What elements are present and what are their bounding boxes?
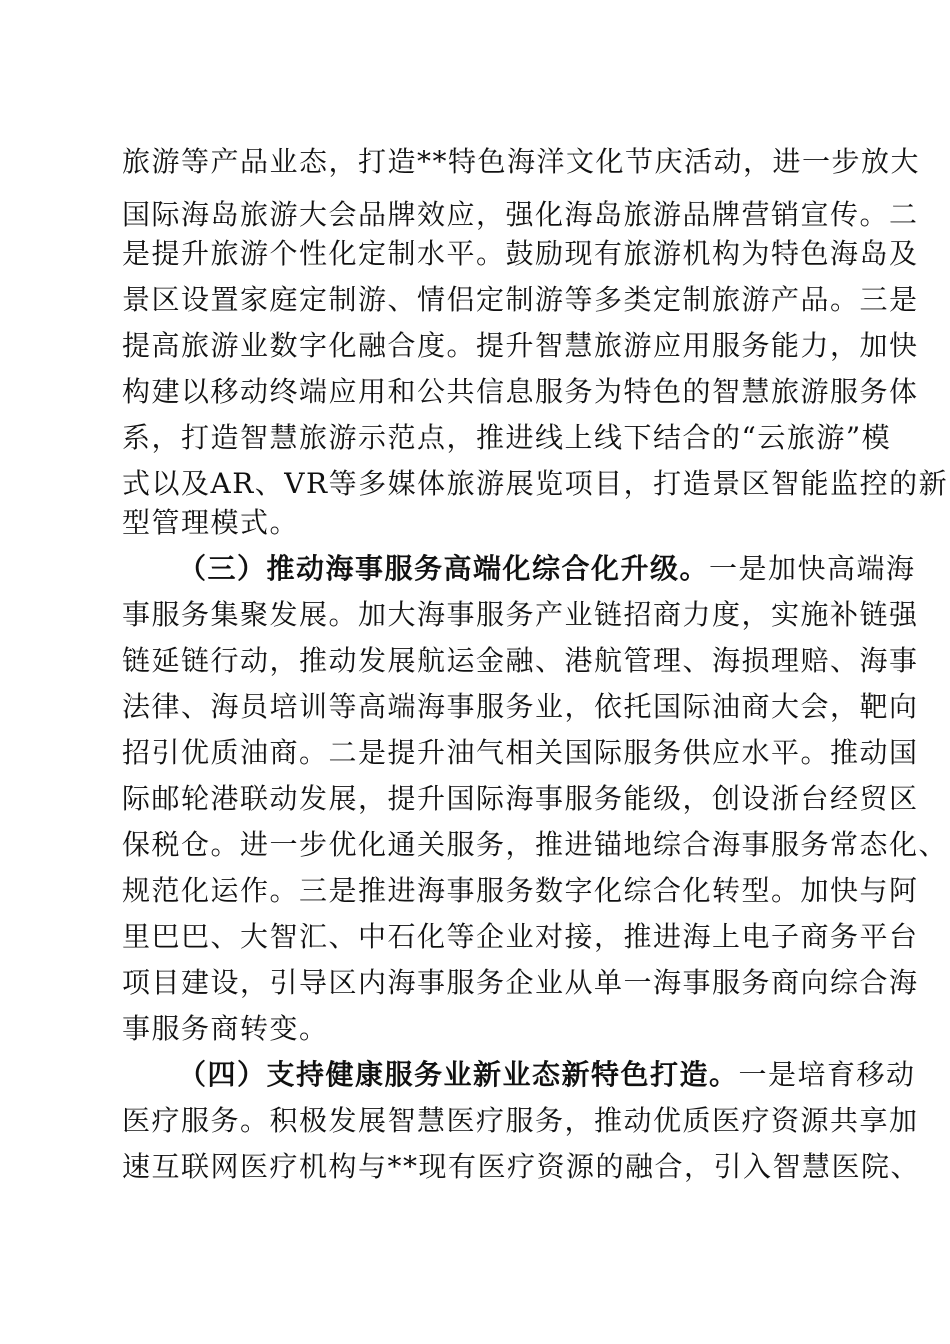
paragraph-2-first-line-rest: 一是加快高端海 — [709, 552, 916, 585]
paragraph-2-heading: （三）推动海事服务高端化综合化升级。 — [178, 552, 710, 585]
paragraph-3-heading: （四）支持健康服务业新业态新特色打造。 — [178, 1058, 739, 1091]
paragraph-2-line-1 — [178, 546, 916, 592]
paragraph-2-line-10: 项目建设，引导区内海事服务企业从单一海事服务商向综合海 — [122, 966, 919, 999]
paragraph-3-first-line-rest: 一是培育移动 — [738, 1058, 916, 1091]
paragraph-2-line-11: 事服务商转变。 — [122, 1012, 329, 1045]
paragraph-3-line-2: 医疗服务。积极发展智慧医疗服务，推动优质医疗资源共享加 — [122, 1104, 919, 1137]
paragraph-1-line-2: 国际海岛旅游大会品牌效应，强化海岛旅游品牌营销宣传。二 — [122, 198, 919, 231]
paragraph-2-line-3: 链延链行动，推动发展航运金融、港航管理、海损理赔、海事 — [122, 644, 919, 677]
paragraph-1-line-3: 是提升旅游个性化定制水平。鼓励现有旅游机构为特色海岛及 — [122, 237, 919, 270]
paragraph-2-line-2: 事服务集聚发展。加大海事服务产业链招商力度，实施补链强 — [122, 598, 919, 631]
paragraph-1-line-4: 景区设置家庭定制游、情侣定制游等多类定制旅游产品。三是 — [122, 283, 919, 316]
paragraph-1-line-7: 系，打造智慧旅游示范点，推进线上线下结合的“云旅游”模 — [122, 421, 892, 454]
paragraph-3-line-1 — [178, 1052, 916, 1098]
paragraph-2-line-8: 规范化运作。三是推进海事服务数字化综合化转型。加快与阿 — [122, 874, 919, 907]
paragraph-3-line-3: 速互联网医疗机构与**现有医疗资源的融合，引入智慧医院、 — [122, 1150, 921, 1183]
paragraph-2-line-5: 招引优质油商。二是提升油气相关国际服务供应水平。推动国 — [122, 736, 919, 769]
paragraph-1-line-5: 提高旅游业数字化融合度。提升智慧旅游应用服务能力，加快 — [122, 329, 919, 362]
paragraph-1-line-8: 式以及AR、VR等多媒体旅游展览项目，打造景区智能监控的新 — [122, 467, 949, 500]
paragraph-1-line-9: 型管理模式。 — [122, 506, 300, 539]
paragraph-1-line-1: 旅游等产品业态，打造**特色海洋文化节庆活动，进一步放大 — [122, 145, 921, 178]
paragraph-2-line-9: 里巴巴、大智汇、中石化等企业对接，推进海上电子商务平台 — [122, 920, 919, 953]
paragraph-2-line-4: 法律、海员培训等高端海事服务业，依托国际油商大会，靶向 — [122, 690, 919, 723]
paragraph-2-line-6: 际邮轮港联动发展，提升国际海事服务能级，创设浙台经贸区 — [122, 782, 919, 815]
paragraph-1-line-6: 构建以移动终端应用和公共信息服务为特色的智慧旅游服务体 — [122, 375, 919, 408]
paragraph-2-line-7: 保税仓。进一步优化通关服务，推进锚地综合海事服务常态化、 — [122, 828, 949, 861]
